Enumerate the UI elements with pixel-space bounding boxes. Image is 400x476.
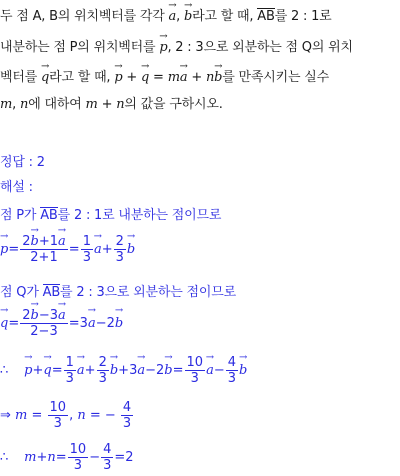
problem-line-1-text: 두 점 A, B의 위치벡터를 각각 → a, → b라고 할 때, AB를 2 : 1로	[0, 9, 332, 24]
mn-values: ⇒ m = $\frac{10}{3}$ , n = − $\frac{4}{3}$	[0, 400, 132, 431]
explanation-label: 해설 :	[0, 180, 33, 195]
problem-line-3: 벡터를 → q라고 할 때, → p + → q = m→ a + n→ b를 만족시키는 실수	[0, 70, 329, 86]
q-intro: 점 Q가 AB를 2 : 3으로 외분하는 점이므로	[0, 285, 236, 300]
sum-formula: ∴ → p+→ q= $\frac{1}{3}$ → a+ $\frac{2}{3}$ → b+3→ a−2→ b= $\frac{10}{3}$ → a− $\frac{4}{3}$ → b	[0, 355, 247, 386]
problem-line-1	[0, 8, 332, 25]
answer: 정답 : 2	[0, 155, 45, 170]
problem-line-4: m, n에 대하여 m + n의 값을 구하시오.	[0, 97, 223, 112]
final-answer: ∴ m+n= $\frac{10}{3}$ − $\frac{4}{3}$ =2	[0, 442, 134, 473]
p-formula: → p= $\frac{2\to b+1\to a}{2+1}$ = $\frac{1}{3}$ → a+ $\frac{2}{3}$ → b	[0, 234, 135, 265]
problem-line-2: 내분하는 점 P의 위치벡터를 → p, 2 : 3으로 외분하는 점 Q의 위치	[0, 40, 353, 56]
p-intro: 점 P가 AB를 2 : 1로 내분하는 점이므로	[0, 208, 222, 223]
q-formula: → q= $\frac{2\to b-3\to a}{2-3}$ =3→ a−2→ b	[0, 308, 123, 339]
